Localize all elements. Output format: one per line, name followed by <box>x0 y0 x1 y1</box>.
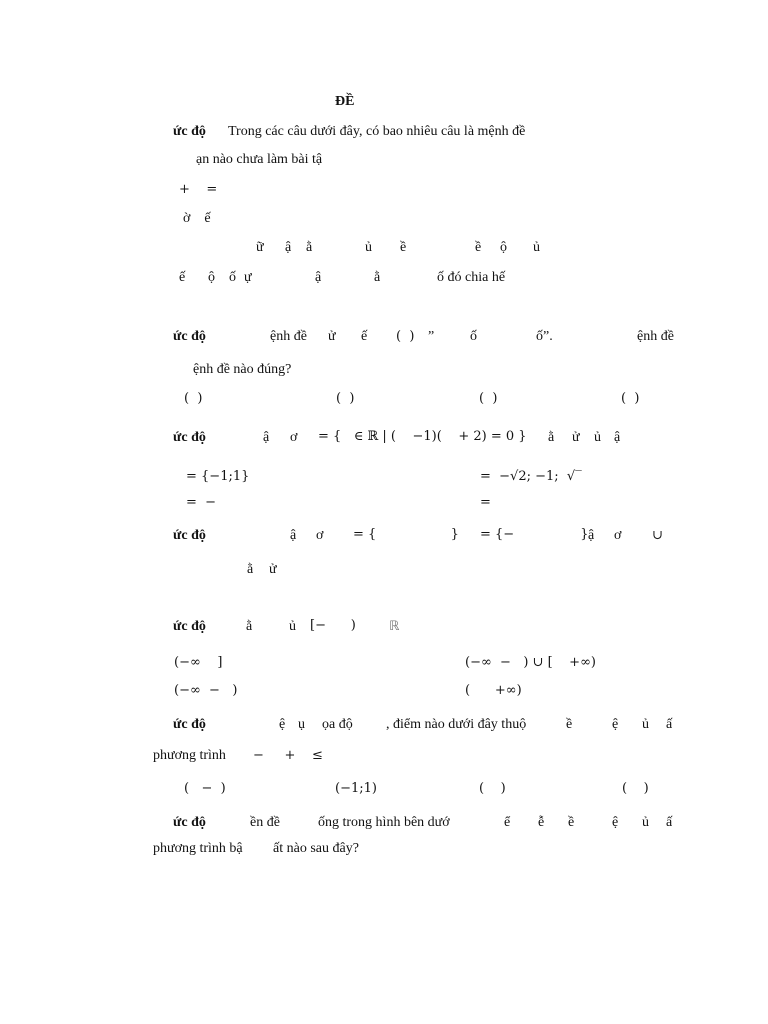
q1-frag: ậ <box>285 240 292 255</box>
q3-choice-c[interactable]: = − <box>186 495 217 510</box>
q1-frag: ề <box>400 240 407 255</box>
q2-frag: ệnh đề <box>637 329 674 344</box>
q7-frag: ệ <box>612 815 619 830</box>
q4-label: ức độ <box>173 528 206 543</box>
q5-interval: [− ) <box>310 618 356 633</box>
q1-frag: ự <box>244 270 252 285</box>
q1-text: Trong các câu dưới đây, có bao nhiêu câu là mệnh đề <box>228 124 526 139</box>
q4-frag: ử <box>269 562 277 577</box>
q1-frag: ề <box>475 240 482 255</box>
q2-line2: ệnh đề nào đúng? <box>193 362 292 377</box>
q6-frag: ụ <box>298 717 305 732</box>
q2-frag: ế <box>361 329 368 344</box>
q7-frag: ền đề <box>250 815 280 830</box>
q4-union: ∪ <box>652 528 663 543</box>
q1-frag: ố <box>229 270 236 285</box>
q3-label: ức độ <box>173 430 206 445</box>
q4-frag: ằ <box>247 562 254 577</box>
q6-frag: ệ <box>279 717 286 732</box>
q2-frag: ệnh đề <box>270 329 307 344</box>
q1-frag: ủ <box>533 240 540 255</box>
q5-choice-a[interactable]: (−∞ ] <box>174 655 223 670</box>
q4-set-a: = { } <box>353 527 459 542</box>
q2-frag: ” <box>428 329 435 344</box>
q6-line2: phương trình <box>153 748 226 763</box>
q6-choice-d[interactable]: ( ) <box>622 781 649 796</box>
q4-frag: ậ <box>588 528 595 543</box>
q3-choice-a[interactable]: = {−1;1} <box>186 469 250 484</box>
q7-frag: ống trong hình bên dướ <box>318 815 450 830</box>
q6-label: ức độ <box>173 717 206 732</box>
q2-choice-b[interactable]: ( ) <box>336 391 355 406</box>
q6-inequality: − + ≤ <box>253 748 323 763</box>
q5-real-set: ℝ <box>389 619 400 634</box>
q6-frag: ề <box>566 717 573 732</box>
q6-choice-a[interactable]: ( − ) <box>184 781 226 796</box>
q5-choice-b[interactable]: (−∞ − ) ∪ [ +∞) <box>465 655 596 670</box>
q3-frag: ằ <box>548 430 555 445</box>
q1-frag: ộ <box>500 240 507 255</box>
q1-statement-b: ờ ế <box>183 211 211 226</box>
q5-frag: ủ <box>289 619 296 634</box>
q7-line2-a: phương trình bậ <box>153 841 243 856</box>
q1-frag: ậ <box>315 270 322 285</box>
q1-frag: ủ <box>365 240 372 255</box>
q1-line2: ạn nào chưa làm bài tậ <box>196 152 323 167</box>
q2-choice-c[interactable]: ( ) <box>479 391 498 406</box>
q3-set-definition: = { ∈ ℝ | ( −1)( + 2) = 0 } <box>318 429 527 444</box>
q4-frag: ơ <box>316 528 324 543</box>
q6-frag: , điểm nào dưới đây thuộ <box>386 717 527 732</box>
q3-frag: ử <box>572 430 580 445</box>
q7-label: ức độ <box>173 815 206 830</box>
q7-frag: ề <box>568 815 575 830</box>
q5-choice-c[interactable]: (−∞ − ) <box>174 683 238 698</box>
q1-frag: ằ <box>306 240 313 255</box>
q6-frag: ấ <box>666 717 673 732</box>
q2-frag: ố”. <box>536 329 553 344</box>
q2-label: ức độ <box>173 329 206 344</box>
q3-choice-d[interactable]: = <box>480 495 491 510</box>
q2-frag: ố <box>470 329 477 344</box>
q7-line2-b: ất nào sau đây? <box>273 841 359 856</box>
q2-choice-a[interactable]: ( ) <box>184 391 203 406</box>
q1-frag: ằ <box>374 270 381 285</box>
page-title: ĐỀ <box>335 94 355 109</box>
q1-frag: ố đó chia hế <box>437 270 506 285</box>
q6-frag: ọa độ <box>322 717 353 732</box>
q4-frag: ậ <box>290 528 297 543</box>
q4-set-b: = {− } <box>480 527 589 542</box>
q2-frag: ử <box>328 329 336 344</box>
q1-frag: ế <box>179 270 186 285</box>
q3-choice-b[interactable]: = −√2; −1; √‾ <box>480 469 582 484</box>
q5-choice-d[interactable]: ( +∞) <box>465 683 522 698</box>
q5-label: ức độ <box>173 619 206 634</box>
q2-frag: ( ) <box>396 329 415 344</box>
q1-frag: ữ <box>256 240 264 255</box>
q3-frag: ậ <box>614 430 621 445</box>
q2-choice-d[interactable]: ( ) <box>621 391 640 406</box>
q4-frag: ơ <box>614 528 622 543</box>
q6-choice-c[interactable]: ( ) <box>479 781 506 796</box>
q1-statement-a: + = <box>179 182 218 197</box>
q7-frag: ể <box>504 815 511 830</box>
q6-choice-b[interactable]: (−1;1) <box>335 781 377 796</box>
q1-frag: ộ <box>208 270 215 285</box>
q6-frag: ủ <box>642 717 649 732</box>
q3-frag: ủ <box>594 430 601 445</box>
q3-frag: ậ <box>263 430 270 445</box>
q7-frag: ủ <box>642 815 649 830</box>
q3-frag: ơ <box>290 430 298 445</box>
q1-label: ức độ <box>173 124 206 139</box>
q5-frag: ằ <box>246 619 253 634</box>
q7-frag: ễ <box>538 815 545 830</box>
q7-frag: ấ <box>666 815 673 830</box>
q6-frag: ệ <box>612 717 619 732</box>
